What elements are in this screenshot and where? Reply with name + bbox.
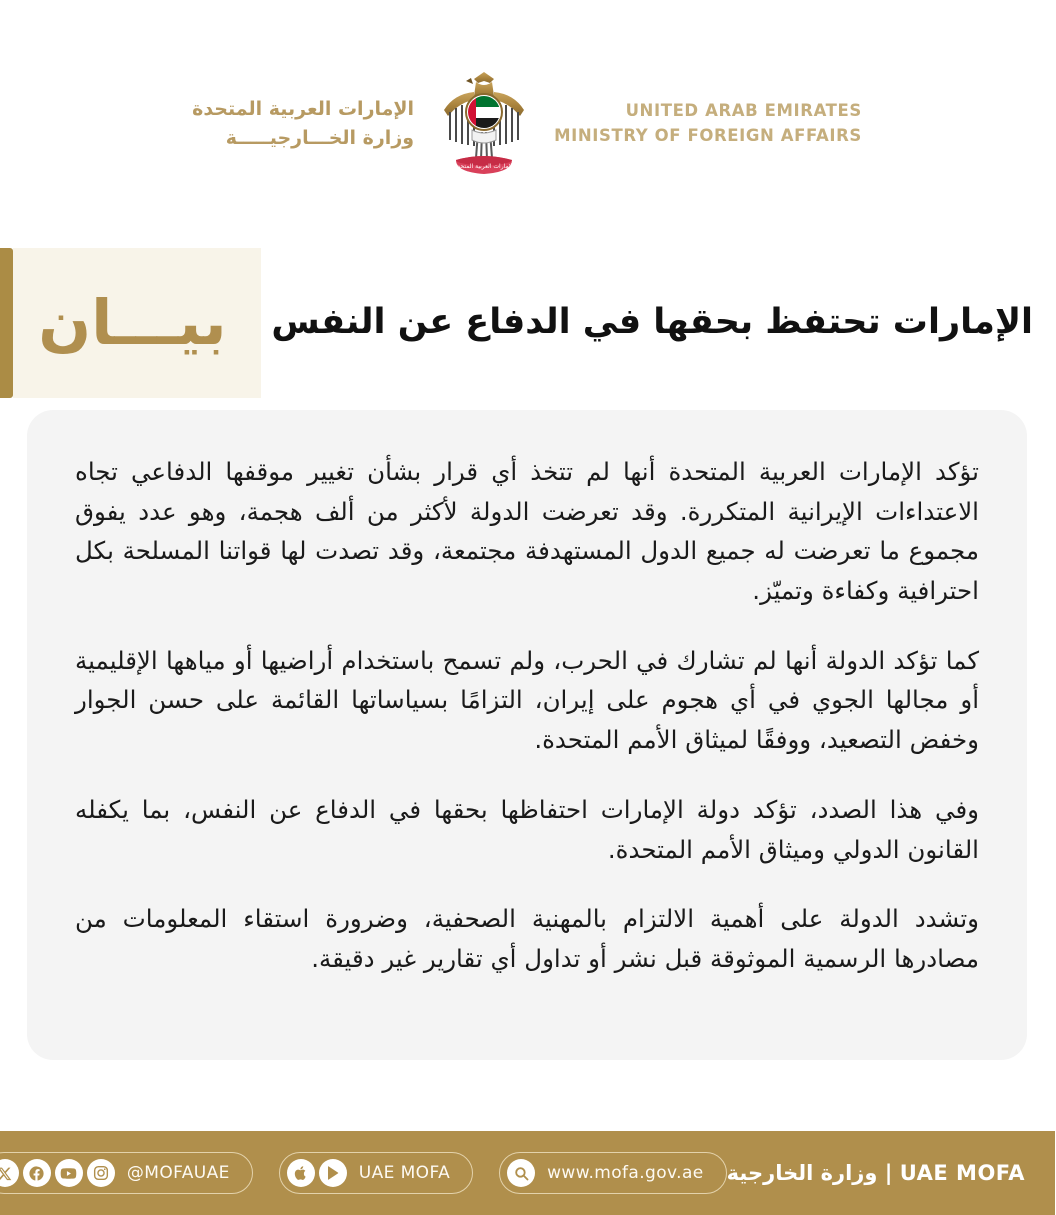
statement-paragraph: تؤكد الإمارات العربية المتحدة أنها لم تتخذ أي قرار بشأن تغيير موقفها الدفاعي تجاه الاعتداءات الإيرانية المتكررة. وقد تعرضت الدولة لأكثر من ألف هجمة، وهو عدد يفوق مجموع ما تعرضت له جميع الدول المستهدفة مجتمعة، وقد تصدت لها قواتنا المسلحة بكل احترافية وكفاءة وتميّز. bbox=[76, 457, 980, 606]
country-name-arabic: الإمارات العربية المتحدة bbox=[193, 97, 416, 120]
youtube-icon[interactable] bbox=[56, 1159, 84, 1187]
search-icon bbox=[508, 1159, 536, 1187]
statement-paragraph: كما تؤكد الدولة أنها لم تشارك في الحرب، ولم تسمح باستخدام أراضيها أو مياهها الإقليمية أو مجالها الجوي في أي هجوم على إيران، التزامًا بسياساتها القائمة على حسن الجوار وخفض التصعيد، ووفقًا لميثاق الأمم المتحدة. bbox=[76, 645, 980, 755]
svg-text:الإمارات العربية المتحدة: الإمارات العربية المتحدة bbox=[455, 163, 515, 170]
statement-card bbox=[28, 410, 1028, 1060]
social-pill[interactable] bbox=[0, 1152, 254, 1194]
badge-accent-bar bbox=[0, 248, 14, 398]
ministry-name-arabic bbox=[193, 95, 415, 154]
app-store-pill[interactable] bbox=[280, 1152, 474, 1194]
ministry-name-english bbox=[555, 99, 863, 149]
social-icon-group bbox=[0, 1159, 116, 1187]
statement-badge bbox=[14, 248, 262, 398]
title-row bbox=[0, 248, 1056, 398]
footer-brand-english: UAE MOFA bbox=[900, 1161, 1026, 1185]
facebook-icon[interactable] bbox=[24, 1159, 52, 1187]
ministry-label-arabic: وزارة الخـــارجيـــــة bbox=[226, 127, 416, 149]
ministry-label-english: MINISTRY OF FOREIGN AFFAIRS bbox=[555, 126, 863, 145]
statement-paragraph: وتشدد الدولة على أهمية الالتزام بالمهنية الصحفية، وضرورة استقاء المعلومات من مصادرها الرسمية الموثوقة قبل نشر أو تداول أي تقارير غير دقيقة. bbox=[76, 904, 980, 973]
website-pill[interactable] bbox=[500, 1152, 728, 1194]
country-name-english: UNITED ARAB EMIRATES bbox=[626, 101, 863, 121]
app-icon-group bbox=[288, 1159, 348, 1187]
statement-paragraph: وفي هذا الصدد، تؤكد دولة الإمارات احتفاظها بحقها في الدفاع عن النفس، بما يكفله القانون الدولي وميثاق الأمم المتحدة. bbox=[76, 794, 980, 864]
footer-links bbox=[0, 1152, 728, 1194]
page-header bbox=[0, 0, 1056, 230]
page-footer bbox=[0, 1131, 1056, 1215]
apple-icon[interactable] bbox=[288, 1159, 316, 1187]
website-url: www.mofa.gov.ae bbox=[548, 1163, 705, 1183]
statement-badge-label: بيـــان bbox=[39, 286, 228, 359]
footer-brand bbox=[728, 1161, 1026, 1185]
x-twitter-icon[interactable] bbox=[0, 1159, 20, 1187]
social-handle: @MOFAUAE bbox=[127, 1163, 231, 1183]
footer-brand-separator: | bbox=[885, 1161, 894, 1185]
instagram-icon[interactable] bbox=[88, 1159, 116, 1187]
footer-brand-arabic: وزارة الخارجية bbox=[727, 1161, 879, 1185]
google-play-icon[interactable] bbox=[320, 1159, 348, 1187]
page-title: الإمارات تحتفظ بحقها في الدفاع عن النفس bbox=[272, 302, 1034, 343]
app-label: UAE MOFA bbox=[359, 1163, 452, 1183]
uae-falcon-emblem bbox=[439, 66, 531, 182]
